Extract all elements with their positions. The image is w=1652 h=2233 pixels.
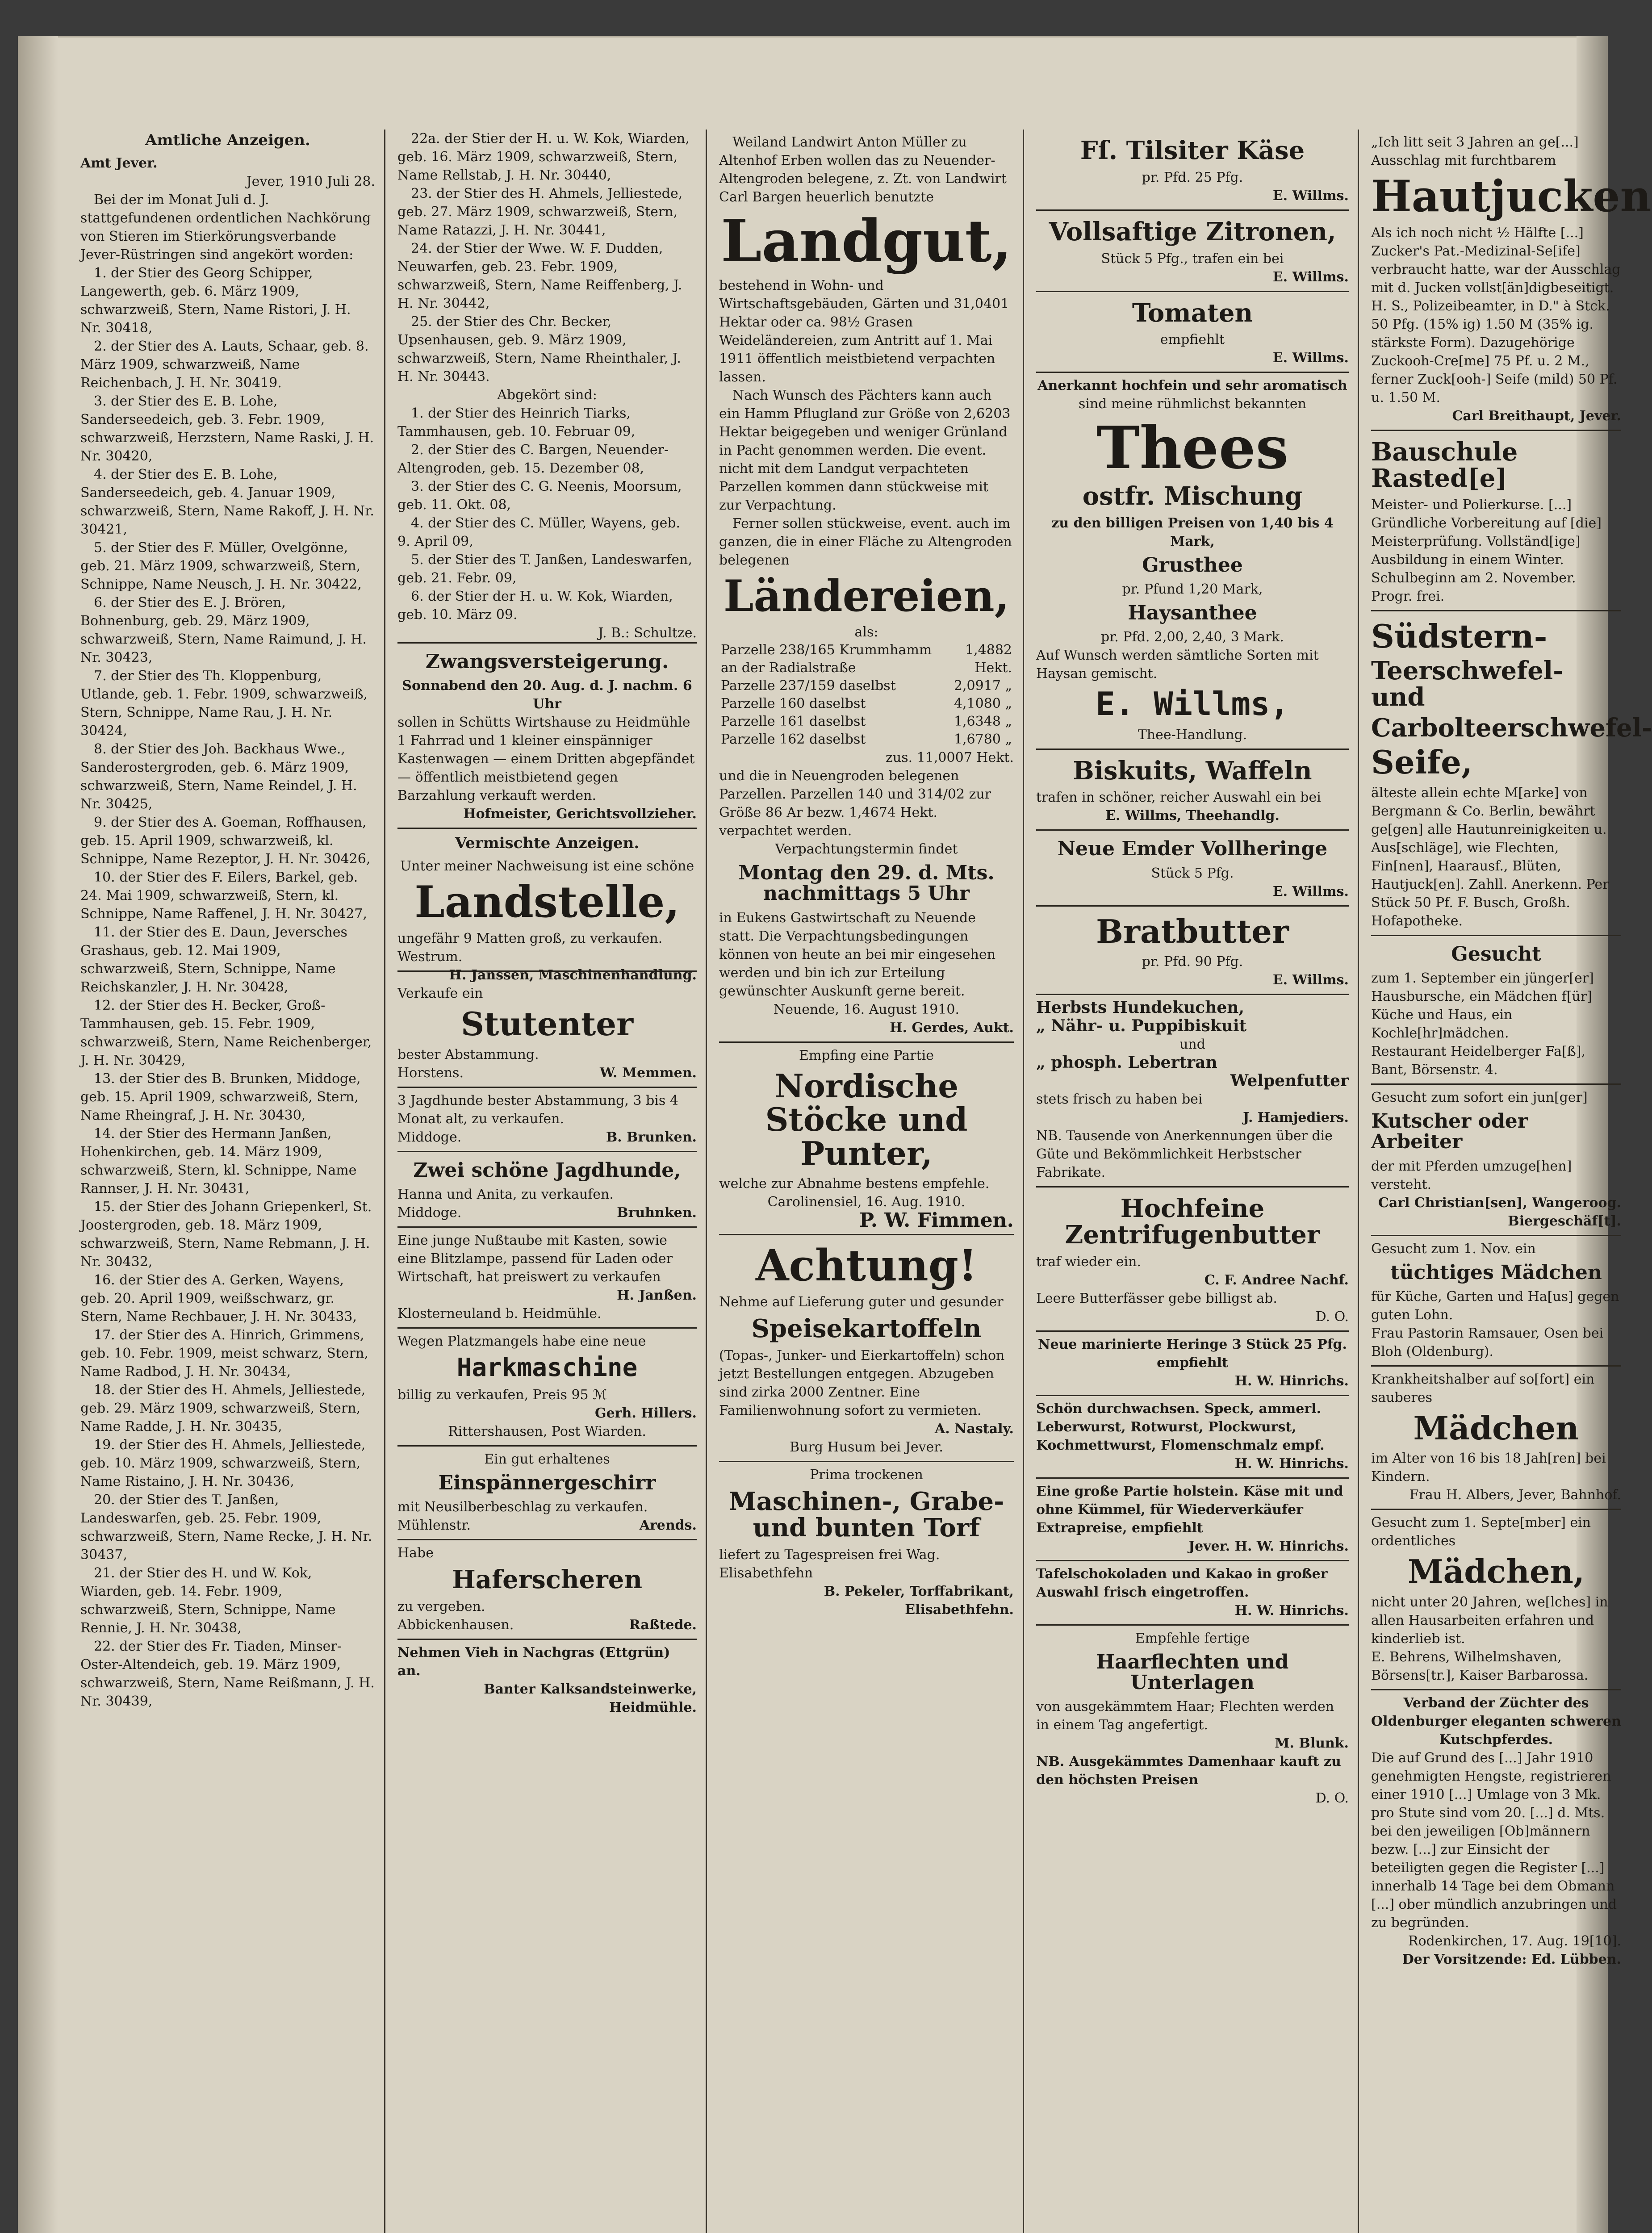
- ad-text: als:: [854, 624, 878, 640]
- ad-body: pr. Pfd. 25 Pfg.: [1142, 169, 1243, 185]
- ad-nusstaube: [397, 1226, 697, 1327]
- ad-subtitle: Speisekartoffeln: [751, 1314, 982, 1344]
- ad-maedchen-2: [1371, 1509, 1621, 1689]
- ad-title: Zwei schöne Jagdhunde,: [413, 1158, 681, 1182]
- ad-willms-item: [1036, 209, 1349, 291]
- ad-title: Achtung!: [756, 1240, 977, 1291]
- parcel-name: Parzelle 161 daselbst: [721, 714, 866, 730]
- ad-price: zu den billigen Preisen von 1,40 bis 4 Mark,: [1051, 515, 1334, 549]
- ad-title: Tomaten: [1132, 298, 1253, 328]
- ad-signature: E. Willms.: [1272, 188, 1349, 204]
- ad-title: Hautjucken: [1371, 171, 1652, 222]
- bull-entry: 3. der Stier des E. B. Lohe, Sanderseedeich, geb. 3. Febr. 1909, schwarzweiß, Herzstern, Name Raski, J. H. Nr. 30420,: [80, 393, 374, 464]
- ad-body: älteste allein echte M[arke] von Bergmann & Co. Berlin, bewährt ge[gen] alle Hautunreinigkeiten u. Aus[schläge], wie Flechten, Fin[nen], Haarausf., Blüten, Hautjuck[en]. Zahll. Anerkenn. Per Stück 50 Pf. F. Busch, Großh. Hofapotheke.: [1371, 785, 1609, 929]
- bull-list-cont: [397, 130, 697, 386]
- ad-body: Eine große Partie holstein. Käse mit und ohne Kümmel, für Wiederverkäufer Extrapreise, empfiehlt: [1036, 1483, 1343, 1536]
- bull-entry: 4. der Stier des E. B. Lohe, Sanderseedeich, geb. 4. Januar 1909, schwarzweiß, Stern, Name Rakoff, J. H. Nr. 30421,: [80, 467, 374, 537]
- ad-note: NB. Ausgekämmtes Damenhaar kauft zu den höchsten Preisen: [1036, 1754, 1341, 1788]
- ad-body: mit Neusilberbeschlag zu verkaufen.: [397, 1499, 648, 1515]
- removed-title: Abgekört sind:: [497, 387, 597, 403]
- bull-entry: 22. der Stier des Fr. Tiaden, Minser-Oster-Altendeich, geb. 19. März 1909, schwarzweiß, Stern, Name Reißmann, J. H. Nr. 30439,: [80, 1639, 375, 1709]
- ad-stute: [397, 970, 697, 1087]
- ad-body: Die auf Grund des [...] Jahr 1910 genehmigten Hengste, registrieren einer 1910 [...] Umlage von 3 Mk. pro Stute sind vom 20. [...] d. Mts. bei den jeweiligen [Ob]männern bezw. [...] zur Einsicht der beteiligten gegen die Register [...] innerhalb 14 Tage bei dem Obmann [...] ober mündlich anzubringen und zu begründen.: [1371, 1750, 1617, 1931]
- ad-place: Horstens.: [397, 1065, 464, 1081]
- ad-signature: Bruhnken.: [617, 1204, 697, 1221]
- ad-biskuits: [1036, 749, 1349, 830]
- ad-body: Nehmen Vieh in Nachgras (Ettgrün) an.: [397, 1644, 670, 1679]
- column-4: [1036, 130, 1349, 1812]
- section-header: Vermischte Anzeigen.: [455, 834, 640, 853]
- column-rule: [384, 130, 385, 2233]
- ad-intro: Empfing eine Partie: [799, 1047, 934, 1063]
- parcel-row: [719, 695, 1014, 713]
- ad-body: stets frisch zu haben bei: [1036, 1091, 1203, 1108]
- section-header: Amtliche Anzeigen.: [145, 131, 310, 149]
- ad-signature: Jever. H. W. Hinrichs.: [1188, 1538, 1349, 1554]
- ad-intro: Gesucht zum sofort ein jun[ger]: [1371, 1090, 1588, 1106]
- ad-body: billig zu verkaufen, Preis 95 ℳ: [397, 1387, 607, 1403]
- parcel-name: Parzelle 237/159 daselbst: [721, 678, 896, 694]
- ad-place: Burg Husum bei Jever.: [790, 1439, 943, 1455]
- bull-entry: 9. der Stier des A. Goeman, Roffhausen, geb. 15. April 1909, schwarzweiß, kl. Schnippe, Name Rezeptor, J. H. Nr. 30426,: [80, 815, 371, 867]
- ad-signature: Frau Pastorin Ramsauer, Osen bei Bloh (Oldenburg).: [1371, 1325, 1604, 1359]
- ad-title: Ländereien,: [723, 570, 1010, 621]
- ad-body: im Alter von 16 bis 18 Jah[ren] bei Kindern.: [1371, 1451, 1606, 1485]
- parcel-total: zus. 11,0007 Hekt.: [886, 750, 1014, 766]
- ad-subtitle: Grusthee: [1142, 553, 1243, 577]
- ad-intro: Weiland Landwirt Anton Müller zu Altenhof Erben wollen das zu Neuender-Altengroden belegene, z. Zt. von Landwirt Carl Bargen heuerlich benutzte: [719, 134, 1007, 205]
- bull-entry: 15. der Stier des Johann Griepenkerl, St. Joostergroden, geb. 18. März 1909, schwarzweiß, Stern, Name Rebmann, J. H. Nr. 30432,: [80, 1199, 372, 1270]
- ad-speck: [1036, 1395, 1349, 1477]
- parcel-area: 1,6348 „: [954, 714, 1012, 730]
- ad-title: tüchtiges Mädchen: [1390, 1261, 1602, 1284]
- willms-ads: [1036, 130, 1349, 372]
- ad-signature: J. Hamjediers.: [1243, 1110, 1349, 1126]
- ad-signature: Restaurant Heidelberger Fa[ß], Bant, Börsenstr. 4.: [1371, 1044, 1585, 1078]
- ad-body: 3 Jagdhunde bester Abstammung, 3 bis 4 Monat alt, zu verkaufen.: [397, 1092, 678, 1127]
- ad-signature: E. Willms.: [1272, 972, 1349, 988]
- ad-signature: Arends.: [639, 1517, 697, 1533]
- ad-signature-sub: Thee-Handlung.: [1138, 727, 1247, 743]
- ad-body: bestehend in Wohn- und Wirtschaftsgebäuden, Gärten und 31,0401 Hektar oder ca. 98½ Grasen Weideländereien, zum Antritt auf 1. Mai 1911 öffentlich meistbietend verpachten lassen.: [719, 277, 1009, 385]
- parcel-area: 1,6780 „: [954, 732, 1012, 748]
- ad-body: zum 1. September ein jünger[er] Hausbursche, ein Mädchen f[ür] Küche und Haus, ein Kochle[hr]mädchen.: [1371, 970, 1594, 1041]
- parcel-row: [719, 677, 1014, 695]
- bull-entry: 25. der Stier des Chr. Becker, Upsenhausen, geb. 9. März 1909, schwarzweiß, Stern, Name Rheinthaler, J. H. Nr. 30443.: [397, 314, 681, 385]
- bull-entry: 5. der Stier des F. Müller, Ovelgönne, geb. 21. März 1909, schwarzweiß, Stern, Schnippe, Name Neusch, J. H. Nr. 30422,: [80, 540, 362, 592]
- ad-harkmaschine: [397, 1327, 697, 1445]
- ad-gesucht-restaurant: [1371, 935, 1621, 1083]
- ad-title: Mädchen,: [1407, 1552, 1585, 1591]
- ad-title: Mädchen: [1413, 1409, 1579, 1447]
- ad-body: von ausgekämmtem Haar; Flechten werden in einem Tag angefertigt.: [1036, 1699, 1334, 1733]
- ad-price: pr. Pfund 1,20 Mark,: [1122, 581, 1263, 597]
- ad-title: Fſ. Tilsiter Käse: [1080, 136, 1305, 165]
- bull-entry: 20. der Stier des T. Janßen, Landeswarfen, geb. 25. Febr. 1909, schwarzweiß, Stern, Name Recke, J. H. Nr. 30437,: [80, 1492, 372, 1563]
- ad-line: und: [1179, 1037, 1205, 1053]
- ad-text: Verpachtungstermin findet: [775, 841, 958, 857]
- ad-price: pr. Pfd. 2,00, 2,40, 3 Mark.: [1101, 629, 1284, 645]
- bull-entry: 13. der Stier des B. Brunken, Middoge, geb. 15. April 1909, schwarzweiß, Stern, Name Rheingraf, J. H. Nr. 30430,: [80, 1071, 361, 1123]
- parcel-area: 1,4882 Hekt.: [965, 642, 1012, 676]
- ad-body: liefert zu Tagespreisen frei Wag. Elisabethfehn: [719, 1547, 940, 1581]
- ad-signature: H. Janßen.: [617, 1287, 697, 1303]
- ad-body: (Topas-, Junker- und Eierkartoffeln) schon jetzt Bestellungen entgegen. Abzugeben sind zirka 2000 Zentner. Eine Familienwohnung sofort zu vermieten.: [719, 1348, 1005, 1419]
- ad-title: Thees: [1096, 414, 1288, 482]
- bull-entry: 18. der Stier des H. Ahmels, Jelliestede, geb. 29. März 1909, schwarzweiß, Stern, Name Radde, J. H. Nr. 30435,: [80, 1382, 366, 1434]
- ad-title: Stutenter: [460, 1004, 633, 1043]
- column-official-notices: [80, 130, 375, 1710]
- parcel-row: [719, 641, 1014, 677]
- ad-signature: E. Willms.: [1272, 269, 1349, 285]
- ad-suedstern: [1371, 610, 1652, 935]
- signature: J. B.: Schultze.: [598, 625, 697, 641]
- ad-stoecke: [719, 1041, 1014, 1234]
- ad-body: Nach Wunsch des Pächters kann auch ein Hamm Pflugland zur Größe von 2,6203 Hektar beigegeben und weniger Grünland in Pacht genommen werden. Die event. nicht mit dem Landgut verpachteten Parzellen kommen dann stückweise mit zur Verpachtung.: [719, 387, 1011, 513]
- ad-maedchen-1: [1371, 1365, 1621, 1509]
- bull-entry: 19. der Stier des H. Ahmels, Jelliestede, geb. 10. März 1909, schwarzweiß, Stern, Name Ristaino, J. H. Nr. 30436,: [80, 1437, 366, 1489]
- ad-note: NB. Tausende von Anerkennungen über die Güte und Bekömmlichkeit Herbstscher Fabrikate.: [1036, 1128, 1333, 1181]
- ad-thees: [1036, 372, 1349, 748]
- bull-entry: 2. der Stier des A. Lauts, Schaar, geb. 8. März 1909, schwarzweiß, Name Reichenbach, J. H. Nr. 30419.: [80, 339, 369, 391]
- ad-title: Bratbutter: [1096, 912, 1289, 950]
- ad-title: Nordische Stöcke und Punter,: [765, 1066, 968, 1172]
- ad-signature: A. Nastaly.: [934, 1421, 1014, 1437]
- ad-body: trafen in schöner, reicher Auswahl ein bei: [1036, 790, 1321, 806]
- ad-heringe: [1036, 829, 1349, 905]
- ad-line: „ phosph. Lebertran: [1036, 1053, 1217, 1072]
- dateline: Rodenkirchen, 17. Aug. 19[10].: [1408, 1933, 1621, 1949]
- ad-title: Harkmaschine: [456, 1353, 638, 1382]
- ad-body: zu vergeben.: [397, 1598, 485, 1614]
- ad-signature: Banter Kalksandsteinwerke, Heidmühle.: [484, 1681, 697, 1715]
- ad-subtitle: Haysanthee: [1128, 601, 1257, 624]
- ad-signature: Raßtede.: [629, 1617, 697, 1633]
- ad-intro: Unter meiner Nachweisung ist eine schöne: [400, 858, 694, 874]
- removed-entry: 5. der Stier des T. Janßen, Landeswarfen, geb. 21. Febr. 09,: [397, 552, 692, 586]
- removed-entry: 4. der Stier des C. Müller, Wayens, geb. 9. April 09,: [397, 515, 681, 549]
- ad-intro: Prima trockenen: [810, 1467, 923, 1483]
- ad-body: Tafelschokoladen und Kakao in großer Auswahl frisch eingetroffen.: [1036, 1566, 1328, 1600]
- ad-body: Stück 5 Pfg.: [1151, 865, 1234, 881]
- removed-entry: 1. der Stier des Heinrich Tiarks, Tammhausen, geb. 10. Februar 09,: [397, 406, 636, 439]
- ad-jagdhunde-2: [397, 1151, 697, 1226]
- ad-body: welche zur Abnahme bestens empfehle.: [719, 1176, 990, 1192]
- ad-signature: Gerh. Hillers.: [595, 1405, 697, 1421]
- removed-entry: 2. der Stier des C. Bargen, Neuender-Altengroden, geb. 15. Dezember 08,: [397, 442, 669, 476]
- ad-signature: H. Janssen, Maschinenhandlung.: [449, 967, 697, 983]
- ad-intro: Anerkannt hochfein und sehr aromatisch: [1037, 378, 1347, 394]
- newspaper-page: [18, 36, 1652, 2233]
- bull-entry: 22a. der Stier der H. u. W. Kok, Wiarden, geb. 16. März 1909, schwarzweiß, Stern, Name Rellstab, J. H. Nr. 30440,: [397, 131, 690, 183]
- ad-signature: W. Memmen.: [599, 1065, 697, 1081]
- ad-title: Maschinen-, Grabe- und bunten Torf: [728, 1487, 1004, 1543]
- binding-shadow: [18, 36, 58, 2233]
- ad-note: Leere Butterfässer gebe billigst ab.: [1036, 1290, 1277, 1306]
- ad-bratbutter: [1036, 905, 1349, 994]
- ad-intro: Verkaufe ein: [397, 985, 483, 1001]
- ad-signature: E. Behrens, Wilhelmshaven, Börsens[tr.], Kaiser Barbarossa.: [1371, 1649, 1589, 1683]
- ad-signature: H. W. Hinrichs.: [1234, 1602, 1349, 1618]
- bull-entry: 16. der Stier des A. Gerken, Wayens, geb. 20. April 1909, weißschwarz, gr. Stern, Name Rechbauer, J. H. Nr. 30433,: [80, 1272, 357, 1325]
- ad-torf: [719, 1461, 1014, 1623]
- ad-haferscheren: [397, 1539, 697, 1639]
- parcel-area: 4,1080 „: [954, 696, 1012, 712]
- ad-vieh: [397, 1639, 697, 1721]
- parcel-table: [719, 641, 1014, 749]
- bull-entry: 17. der Stier des A. Hinrich, Grimmens, geb. 10. Febr. 1909, meist schwarz, Stern, Name Radbod, J. H. Nr. 30434,: [80, 1327, 368, 1380]
- ad-title-line: Seife,: [1371, 743, 1473, 782]
- column-5: [1371, 130, 1652, 1973]
- ad-willms-item: [1036, 291, 1349, 372]
- bull-entry: 1. der Stier des Georg Schipper, Langewerth, geb. 6. März 1909, schwarzweiß, Stern, Name Ristori, J. H. Nr. 30418,: [80, 265, 351, 336]
- ad-signature: B. Brunken.: [606, 1129, 697, 1145]
- ad-line: Herbsts Hundekuchen,: [1036, 998, 1245, 1017]
- column-3: [719, 130, 1014, 1623]
- ad-title: Gesucht: [1451, 942, 1541, 966]
- ad-title: Haferscheren: [452, 1564, 643, 1594]
- ad-title: Neue Emder Vollheringe: [1057, 837, 1328, 861]
- ad-geschirr: [397, 1445, 697, 1539]
- ad-body: in Eukens Gastwirtschaft zu Neuende statt. Die Verpachtungsbedingungen können von heute an bei mir eingesehen werden und bin ich zur Erteilung gewünschter Auskunft gerne bereit.: [719, 910, 996, 999]
- parcel-name: Parzelle 238/165 Krummhamm an der Radialstraße: [721, 642, 932, 676]
- ad-intro: sind meine rühmlichst bekannten: [1079, 396, 1306, 412]
- ad-intro: Gesucht zum 1. Septe[mber] ein ordentliches: [1371, 1515, 1591, 1549]
- ad-note-signature: D. O.: [1315, 1309, 1349, 1325]
- ad-haarflechten: [1036, 1624, 1349, 1812]
- ad-place: Mühlenstr.: [397, 1517, 471, 1533]
- ad-signature: B. Pekeler, Torffabrikant, Elisabethfehn.: [824, 1583, 1014, 1618]
- ad-tuechtiges-maedchen: [1371, 1235, 1621, 1365]
- ad-title: Südstern-: [1371, 617, 1547, 656]
- ad-kutscher: [1371, 1083, 1621, 1234]
- ad-signature: Der Vorsitzende: Ed. Lübben.: [1402, 1951, 1621, 1967]
- parcel-row: [719, 713, 1014, 731]
- ad-line: Welpenfutter: [1230, 1071, 1349, 1091]
- ad-intro: Habe: [397, 1545, 434, 1561]
- ad-body: Neue marinierte Heringe 3 Stück 25 Pfg. empfiehlt: [1038, 1336, 1347, 1371]
- ad-body: sollen in Schütts Wirtshause zu Heidmühle 1 Fahrrad und 1 kleiner einspänniger Kastenwagen — einem Dritten abgepfändet — öffentlich meistbietend gegen Barzahlung verkauft werden.: [397, 715, 695, 804]
- parcel-area: 2,0917 „: [954, 678, 1012, 694]
- column-rule: [1023, 130, 1024, 2233]
- column-rule: [1358, 130, 1359, 2233]
- ad-body: Hanna und Anita, zu verkaufen.: [397, 1186, 614, 1202]
- bull-entry: 7. der Stier des Th. Kloppenburg, Utlande, geb. 1. Febr. 1909, schwarzweiß, Stern, Schnippe, Name Rau, J. H. Nr. 30424,: [80, 668, 368, 739]
- ad-intro: Krankheitshalber auf so[fort] ein sauberes: [1371, 1371, 1595, 1405]
- ad-body: Ferner sollen stückweise, event. auch im ganzen, die in einer Fläche zu Altengroden belegenen: [719, 515, 1012, 568]
- ad-body: Auf Wunsch werden sämtliche Sorten mit Haysan gemischt.: [1036, 648, 1319, 682]
- ad-body: empfiehlt: [1160, 332, 1225, 348]
- ad-intro: „Ich litt seit 3 Jahren an ge[...] Ausschlag mit furchtbarem: [1371, 134, 1579, 168]
- ad-place: Abbickenhausen.: [397, 1617, 514, 1633]
- parcel-name: Parzelle 162 daselbst: [721, 732, 866, 748]
- ad-body: Meister- und Polierkurse. [...] Gründliche Vorbereitung auf [die] Meisterprüfung. Vollständ[ige] Ausbildung in einem Winter. Schulbeginn am 2. November. Progr. frei.: [1371, 497, 1602, 605]
- ad-hundekuchen: [1036, 994, 1349, 1186]
- ad-signature: Frau H. Albers, Jever, Bahnhof.: [1409, 1487, 1621, 1503]
- ad-title: Biskuits, Waffeln: [1073, 756, 1312, 786]
- ad-signature: Carl Breithaupt, Jever.: [1452, 408, 1621, 424]
- ad-body: und die in Neuengroden belegenen Parzellen. Parzellen 140 und 314/02 zur Größe 86 Ar bezw. 1,4674 Hekt. verpachtet werden.: [719, 768, 991, 839]
- ad-landgut: [719, 130, 1014, 1041]
- ad-title: Landgut,: [721, 207, 1012, 275]
- ad-place: Klosterneuland b. Heidmühle.: [397, 1305, 602, 1321]
- ad-hautjucken: [1371, 130, 1652, 430]
- ad-signature: M. Blunk.: [1275, 1735, 1349, 1752]
- bull-entry: 10. der Stier des F. Eilers, Barkel, geb. 24. Mai 1909, schwarzweiß, Stern, kl. Schnippe, Name Raffenel, J. H. Nr. 30427,: [80, 870, 368, 922]
- ad-date: Sonnabend den 20. Aug. d. J. nachm. 6 Uhr: [402, 678, 692, 712]
- ad-signature: H. Gerdes, Aukt.: [890, 1020, 1014, 1036]
- ad-title: Einspännergeschirr: [438, 1471, 656, 1494]
- ad-signature: C. F. Andree Nachf.: [1204, 1272, 1349, 1288]
- ad-body: für Küche, Garten und Ha[us] gegen guten Lohn.: [1371, 1288, 1619, 1323]
- ad-signature: E. Willms, Theehandlg.: [1105, 808, 1280, 824]
- bull-list: [80, 264, 375, 1710]
- ad-place: Rittershausen, Post Wiarden.: [448, 1423, 646, 1439]
- ad-signature: E. Willms.: [1272, 883, 1349, 899]
- ad-place: Middoge.: [397, 1204, 462, 1221]
- ad-bauschule: [1371, 430, 1621, 611]
- bull-entry: 24. der Stier der Wwe. W. F. Dudden, Neuwarfen, geb. 23. Febr. 1909, schwarzweiß, Stern, Name Reiffenberg, J. H. Nr. 30442,: [397, 241, 682, 311]
- ad-marinierte-heringe: [1036, 1330, 1349, 1395]
- term-date: Montag den 29. d. Mts. nachmittags 5 Uhr: [738, 861, 995, 905]
- ad-body: Stück 5 Pfg., trafen ein bei: [1101, 251, 1284, 267]
- ad-intro: Nehme auf Lieferung guter und gesunder: [719, 1294, 1004, 1310]
- removed-entry: 6. der Stier der H. u. W. Kok, Wiarden, geb. 10. März 09.: [397, 589, 673, 623]
- ad-place: Middoge.: [397, 1129, 462, 1145]
- ad-title-line: Teerschwefel- und: [1371, 656, 1564, 712]
- section-misc: [397, 828, 697, 983]
- bull-entry: 11. der Stier des E. Daun, Jeversches Grashaus, geb. 12. Mai 1909, schwarzweiß, Stern, Schnippe, Name Reichskanzler, J. H. Nr. 30428,: [80, 924, 347, 995]
- column-2: [397, 130, 697, 1721]
- ad-signature: H. W. Hinrichs.: [1234, 1373, 1349, 1389]
- ad-body: nicht unter 20 Jahren, we[lches] in allen Hausarbeiten erfahren und kinderlieb ist.: [1371, 1594, 1608, 1647]
- ad-signature: Carl Christian[sen], Wangeroog. Biergeschäf[t].: [1378, 1195, 1621, 1229]
- ad-signature: P. W. Fimmen.: [859, 1209, 1014, 1232]
- ad-title: Vollsaftige Zitronen,: [1049, 217, 1336, 247]
- ad-line: „ Nähr- u. Puppibiskuit: [1036, 1016, 1247, 1036]
- dateline: Jever, 1910 Juli 28.: [246, 174, 375, 189]
- bull-entry: 21. der Stier des H. und W. Kok, Wiarden, geb. 14. Febr. 1909, schwarzweiß, Stern, Schnippe, Name Rennie, J. H. Nr. 30438,: [80, 1565, 336, 1636]
- ad-zentrifugenbutter: [1036, 1186, 1349, 1330]
- column-rule: [706, 130, 707, 2233]
- ad-body: Als ich noch nicht ½ Hälfte [...] Zucker's Pat.-Medizinal-Se[ife] verbraucht hatte, war der Ausschlag mit d. Jucken vollst[än]digbeseitigt. H. S., Polizeibeamter, in D." à Stck. 50 Pfg. (15% ig) 1.50 M (35% ig. stärkste Form). Dazugehörige Zuckooh-Cre[me] 75 Pf. u. 2 M., ferner Zuck[ooh-] Seife (mild) 50 Pf. u. 1.50 M.: [1371, 225, 1621, 406]
- office-name: Amt Jever.: [80, 155, 158, 171]
- removed-list: [397, 404, 697, 624]
- ad-schokolade: [1036, 1560, 1349, 1624]
- ad-holstein-kaese: [1036, 1477, 1349, 1560]
- ad-title: Kutscher oder Arbeiter: [1371, 1110, 1528, 1154]
- ad-signature: E. Willms.: [1272, 350, 1349, 366]
- ad-title: Landstelle,: [414, 877, 680, 928]
- notice-intro: Bei der im Monat Juli d. J. stattgefundenen ordentlichen Nachkörung von Stieren im Stierkörungsverbande Jever-Rüstringen sind angekört worden:: [80, 192, 371, 263]
- ad-signature: E. Willms,: [1096, 685, 1289, 723]
- ad-jagdhunde: [397, 1087, 697, 1151]
- ad-subtitle: ostfr. Mischung: [1082, 481, 1303, 511]
- parcel-name: Parzelle 160 daselbst: [721, 696, 866, 712]
- ad-willms-item: [1036, 130, 1349, 209]
- ad-signature: Hofmeister, Gerichtsvollzieher.: [463, 806, 697, 822]
- ad-intro: Wegen Platzmangels habe eine neue: [397, 1333, 646, 1349]
- ad-title: Zwangsversteigerung.: [425, 650, 669, 673]
- ad-title: Haarflechten und Unterlagen: [1096, 1650, 1289, 1694]
- removed-entry: 3. der Stier des C. G. Neenis, Moorsum, geb. 11. Okt. 08,: [397, 479, 682, 513]
- parcel-row: [719, 731, 1014, 749]
- bull-entry: 12. der Stier des H. Becker, Groß-Tammhausen, geb. 15. Febr. 1909, schwarzweiß, Stern, Name Reichenberger, J. H. Nr. 30429,: [80, 998, 372, 1068]
- ad-place: Westrum.: [397, 949, 463, 965]
- ad-signature: H. W. Hinrichs.: [1234, 1455, 1349, 1472]
- ad-zwangsversteigerung: [397, 642, 697, 828]
- ad-verband: [1371, 1689, 1621, 1973]
- ad-intro: Gesucht zum 1. Nov. ein: [1371, 1241, 1536, 1257]
- ad-body: Eine junge Nußtaube mit Kasten, sowie eine Blitzlampe, passend für Laden oder Wirtschaft, hat preiswert zu verkaufen: [397, 1232, 673, 1285]
- ad-title-line: Carbolteerschwefel-: [1371, 713, 1652, 743]
- bull-entry: 8. der Stier des Joh. Backhaus Wwe., Sanderostergroden, geb. 6. März 1909, schwarzweiß, Stern, Name Reindel, J. H. Nr. 30425,: [80, 741, 357, 812]
- ad-title: Verband der Züchter des Oldenburger eleganten schweren Kutschpferdes.: [1371, 1695, 1621, 1748]
- ad-title: Hochfeine Zentrifugenbutter: [1065, 1194, 1320, 1250]
- bull-entry: 6. der Stier des E. J. Brören, Bohnenburg, geb. 29. März 1909, schwarzweiß, Stern, Name Raimund, J. H. Nr. 30423,: [80, 595, 367, 665]
- bull-entry: 23. der Stier des H. Ahmels, Jelliestede, geb. 27. März 1909, schwarzweiß, Stern, Name Ratazzi, J. H. Nr. 30441,: [397, 186, 683, 238]
- ad-intro: Empfehle fertige: [1135, 1630, 1250, 1646]
- ad-body: traf wieder ein.: [1036, 1254, 1141, 1270]
- ad-body: der mit Pferden umzuge[hen] versteht.: [1371, 1158, 1572, 1192]
- ad-body: Schön durchwachsen. Speck, ammerl. Leberwurst, Rotwurst, Plockwurst, Kochmettwurst, Flomenschmalz empf.: [1036, 1401, 1325, 1453]
- ad-body: pr. Pfd. 90 Pfg.: [1142, 954, 1243, 970]
- ad-achtung: [719, 1234, 1014, 1461]
- ad-body: bester Abstammung.: [397, 1046, 539, 1062]
- ad-title: Bauschule Rasted[e]: [1371, 437, 1518, 493]
- ad-body: ungefähr 9 Matten groß, zu verkaufen.: [397, 930, 663, 946]
- bull-entry: 14. der Stier des Hermann Janßen, Hohenkirchen, geb. 14. März 1909, schwarzweiß, Stern, kl. Schnippe, Name Rannser, J. H. Nr. 30431,: [80, 1126, 357, 1196]
- ad-intro: Ein gut erhaltenes: [484, 1451, 610, 1467]
- dateline: Neuende, 16. August 1910.: [773, 1001, 960, 1017]
- ad-note-signature: D. O.: [1315, 1790, 1349, 1806]
- dateline: Carolinensiel, 16. Aug. 1910.: [767, 1194, 966, 1210]
